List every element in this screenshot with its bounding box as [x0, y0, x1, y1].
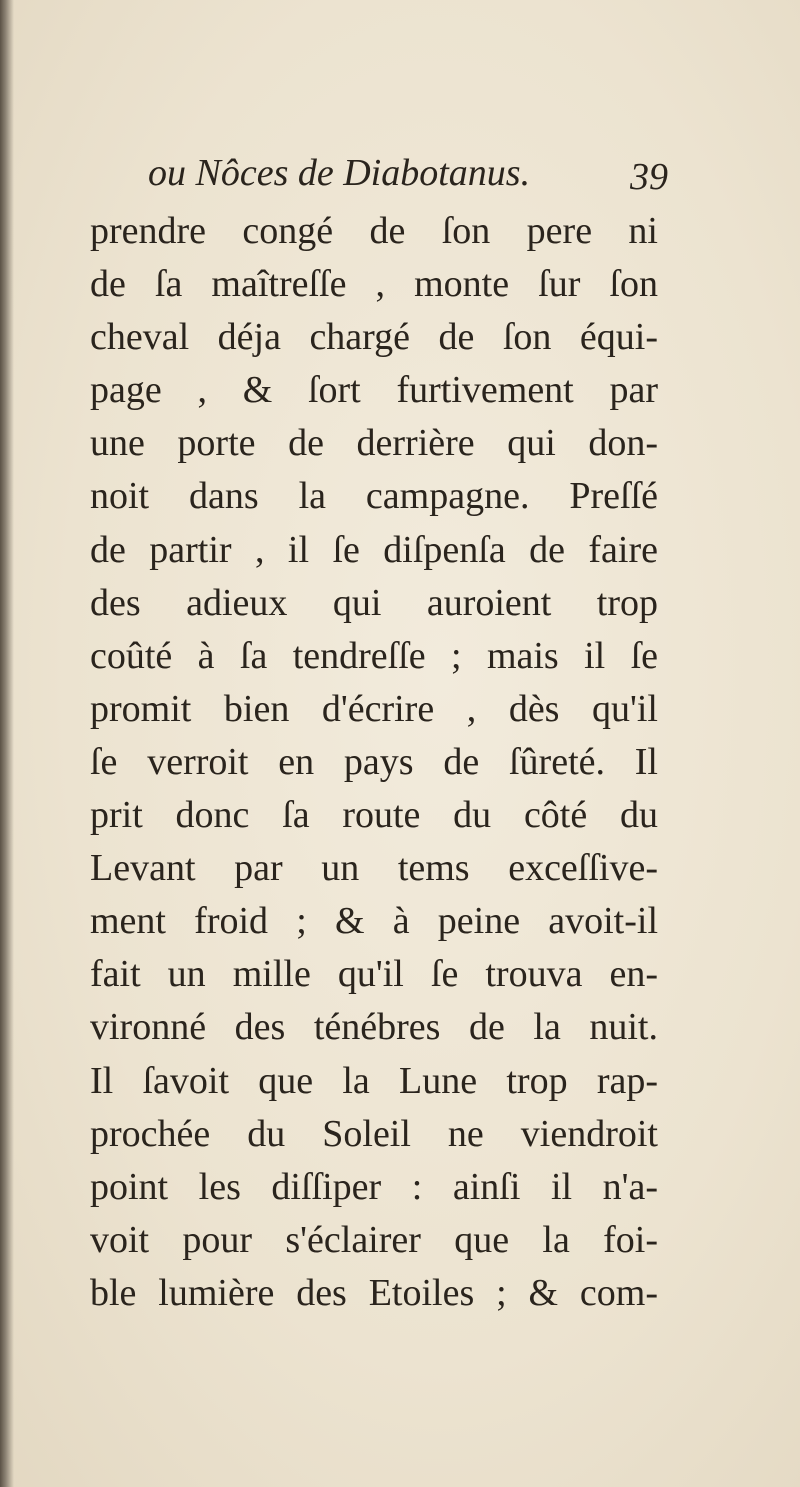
page-number: 39 — [630, 156, 668, 198]
text-line: noit dans la campagne. Preſſé — [90, 475, 658, 518]
running-title: ou Nôces de Diabotanus. — [148, 152, 531, 194]
page-header — [148, 150, 668, 200]
text-line: des adieux qui auroient trop — [90, 581, 658, 624]
text-line: prit donc ſa route du côté du — [90, 794, 658, 837]
text-line: promit bien d'écrire , dès qu'il — [90, 687, 658, 730]
body-text — [90, 205, 658, 1320]
text-line: cheval déja chargé de ſon équi- — [90, 316, 658, 359]
text-line: Il ſavoit que la Lune trop rap- — [90, 1059, 658, 1102]
text-line: ſe verroit en pays de ſûreté. Il — [90, 740, 658, 783]
text-line: une porte de derrière qui don- — [90, 422, 658, 465]
text-line: vironné des ténébres de la nuit. — [90, 1006, 658, 1049]
text-line: fait un mille qu'il ſe trouva en- — [90, 953, 658, 996]
text-line: voit pour s'éclairer que la foi- — [90, 1218, 658, 1261]
text-line: page , & ſort furtivement par — [90, 369, 658, 412]
text-line: ment froid ; & à peine avoit-il — [90, 900, 658, 943]
text-line: point les diſſiper : ainſi il n'a- — [90, 1165, 658, 1208]
text-line: ble lumière des Etoiles ; & com- — [90, 1271, 658, 1314]
text-line: coûté à ſa tendreſſe ; mais il ſe — [90, 634, 658, 677]
binding-edge — [0, 0, 14, 1487]
text-line: prendre congé de ſon pere ni — [90, 210, 658, 252]
text-line: de partir , il ſe diſpenſa de faire — [90, 528, 658, 571]
text-line: prochée du Soleil ne viendroit — [90, 1112, 658, 1155]
text-line: Levant par un tems exceſſive- — [90, 847, 658, 890]
text-line: de ſa maîtreſſe , monte ſur ſon — [90, 263, 658, 306]
